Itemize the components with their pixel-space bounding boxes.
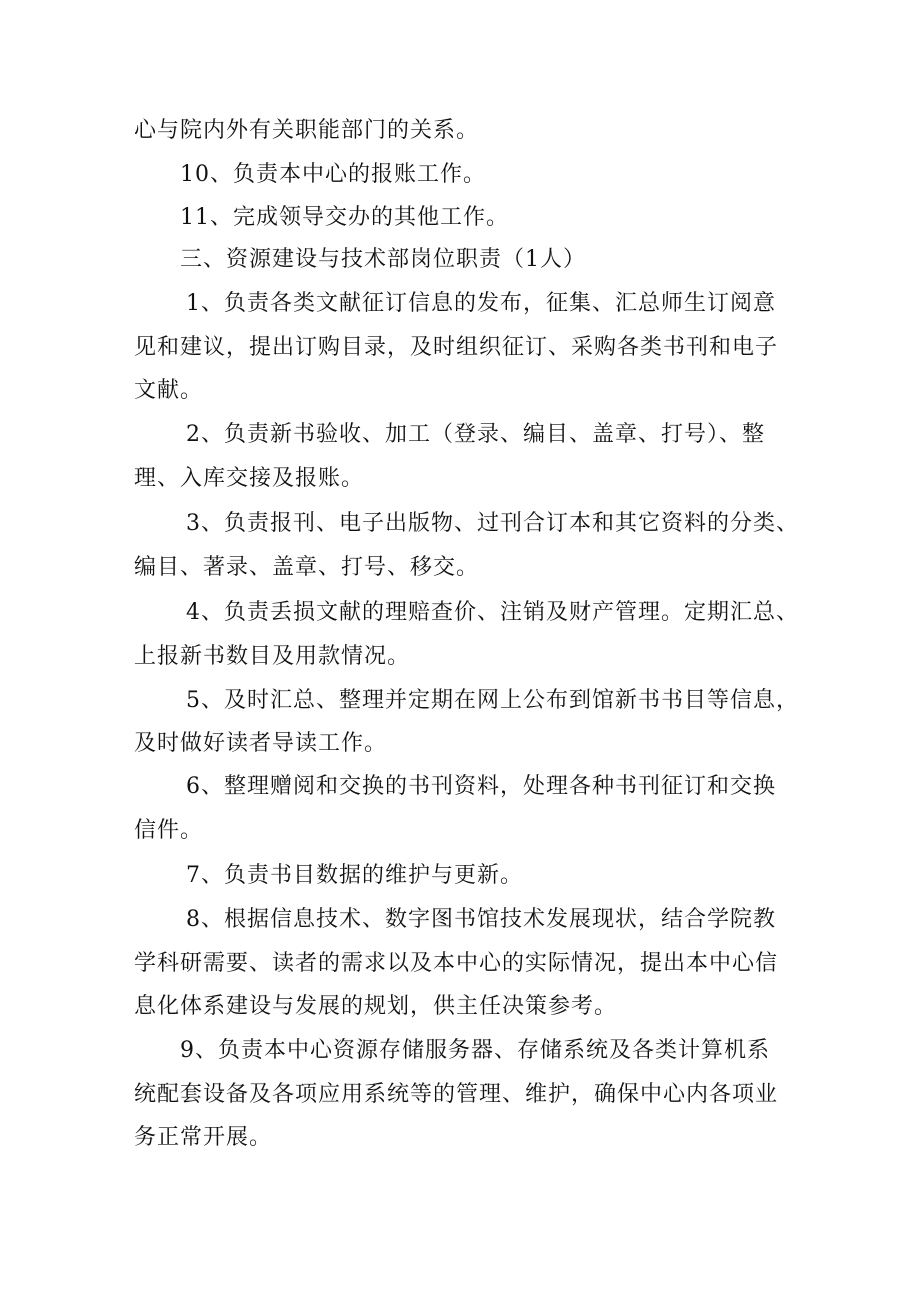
paragraph-line: 学科研需要、读者的需求以及本中心的实际情况，提出本中心信 <box>134 951 779 976</box>
paragraph-line: 2、负责新书验收、加工（登录、编目、盖章、打号）、整 <box>186 422 765 447</box>
paragraph-line: 9、负责本中心资源存储服务器、存储系统及各类计算机系 <box>180 1038 770 1063</box>
paragraph-line: 理、入库交接及报账。 <box>134 466 365 491</box>
paragraph-line: 4、负责丢损文献的理赔查价、注销及财产管理。定期汇总、 <box>186 600 799 625</box>
paragraph-line: 7、负责书目数据的维护与更新。 <box>186 863 523 888</box>
paragraph-line: 1、负责各类文献征订信息的发布，征集、汇总师生订阅意 <box>186 291 776 316</box>
paragraph-line: 编目、著录、盖章、打号、移交。 <box>134 555 480 580</box>
paragraph-line: 心与院内外有关职能部门的关系。 <box>134 118 480 143</box>
paragraph-line: 10、负责本中心的报账工作。 <box>180 162 486 187</box>
section-heading: 三、资源建设与技术部岗位职责（1人） <box>180 247 586 272</box>
paragraph-line: 上报新书数目及用款情况。 <box>134 644 411 669</box>
paragraph-line: 11、完成领导交办的其他工作。 <box>180 205 509 230</box>
paragraph-line: 6、整理赠阅和交换的书刊资料，处理各种书刊征订和交换 <box>186 774 776 799</box>
paragraph-line: 及时做好读者导读工作。 <box>134 731 388 756</box>
paragraph-line: 文献。 <box>134 378 204 403</box>
paragraph-line: 3、负责报刊、电子出版物、过刊合订本和其它资料的分类、 <box>186 511 799 536</box>
paragraph-line: 统配套设备及各项应用系统等的管理、维护，确保中心内各项业 <box>134 1082 779 1107</box>
paragraph-line: 5、及时汇总、整理并定期在网上公布到馆新书书目等信息， <box>186 688 799 713</box>
paragraph-line: 8、根据信息技术、数字图书馆技术发展现状，结合学院教 <box>186 907 776 932</box>
paragraph-line: 务正常开展。 <box>134 1125 273 1150</box>
paragraph-line: 见和建议，提出订购目录，及时组织征订、采购各类书刊和电子 <box>134 335 779 360</box>
paragraph-line: 信件。 <box>134 818 204 843</box>
paragraph-line: 息化体系建设与发展的规划，供主任决策参考。 <box>134 994 618 1019</box>
